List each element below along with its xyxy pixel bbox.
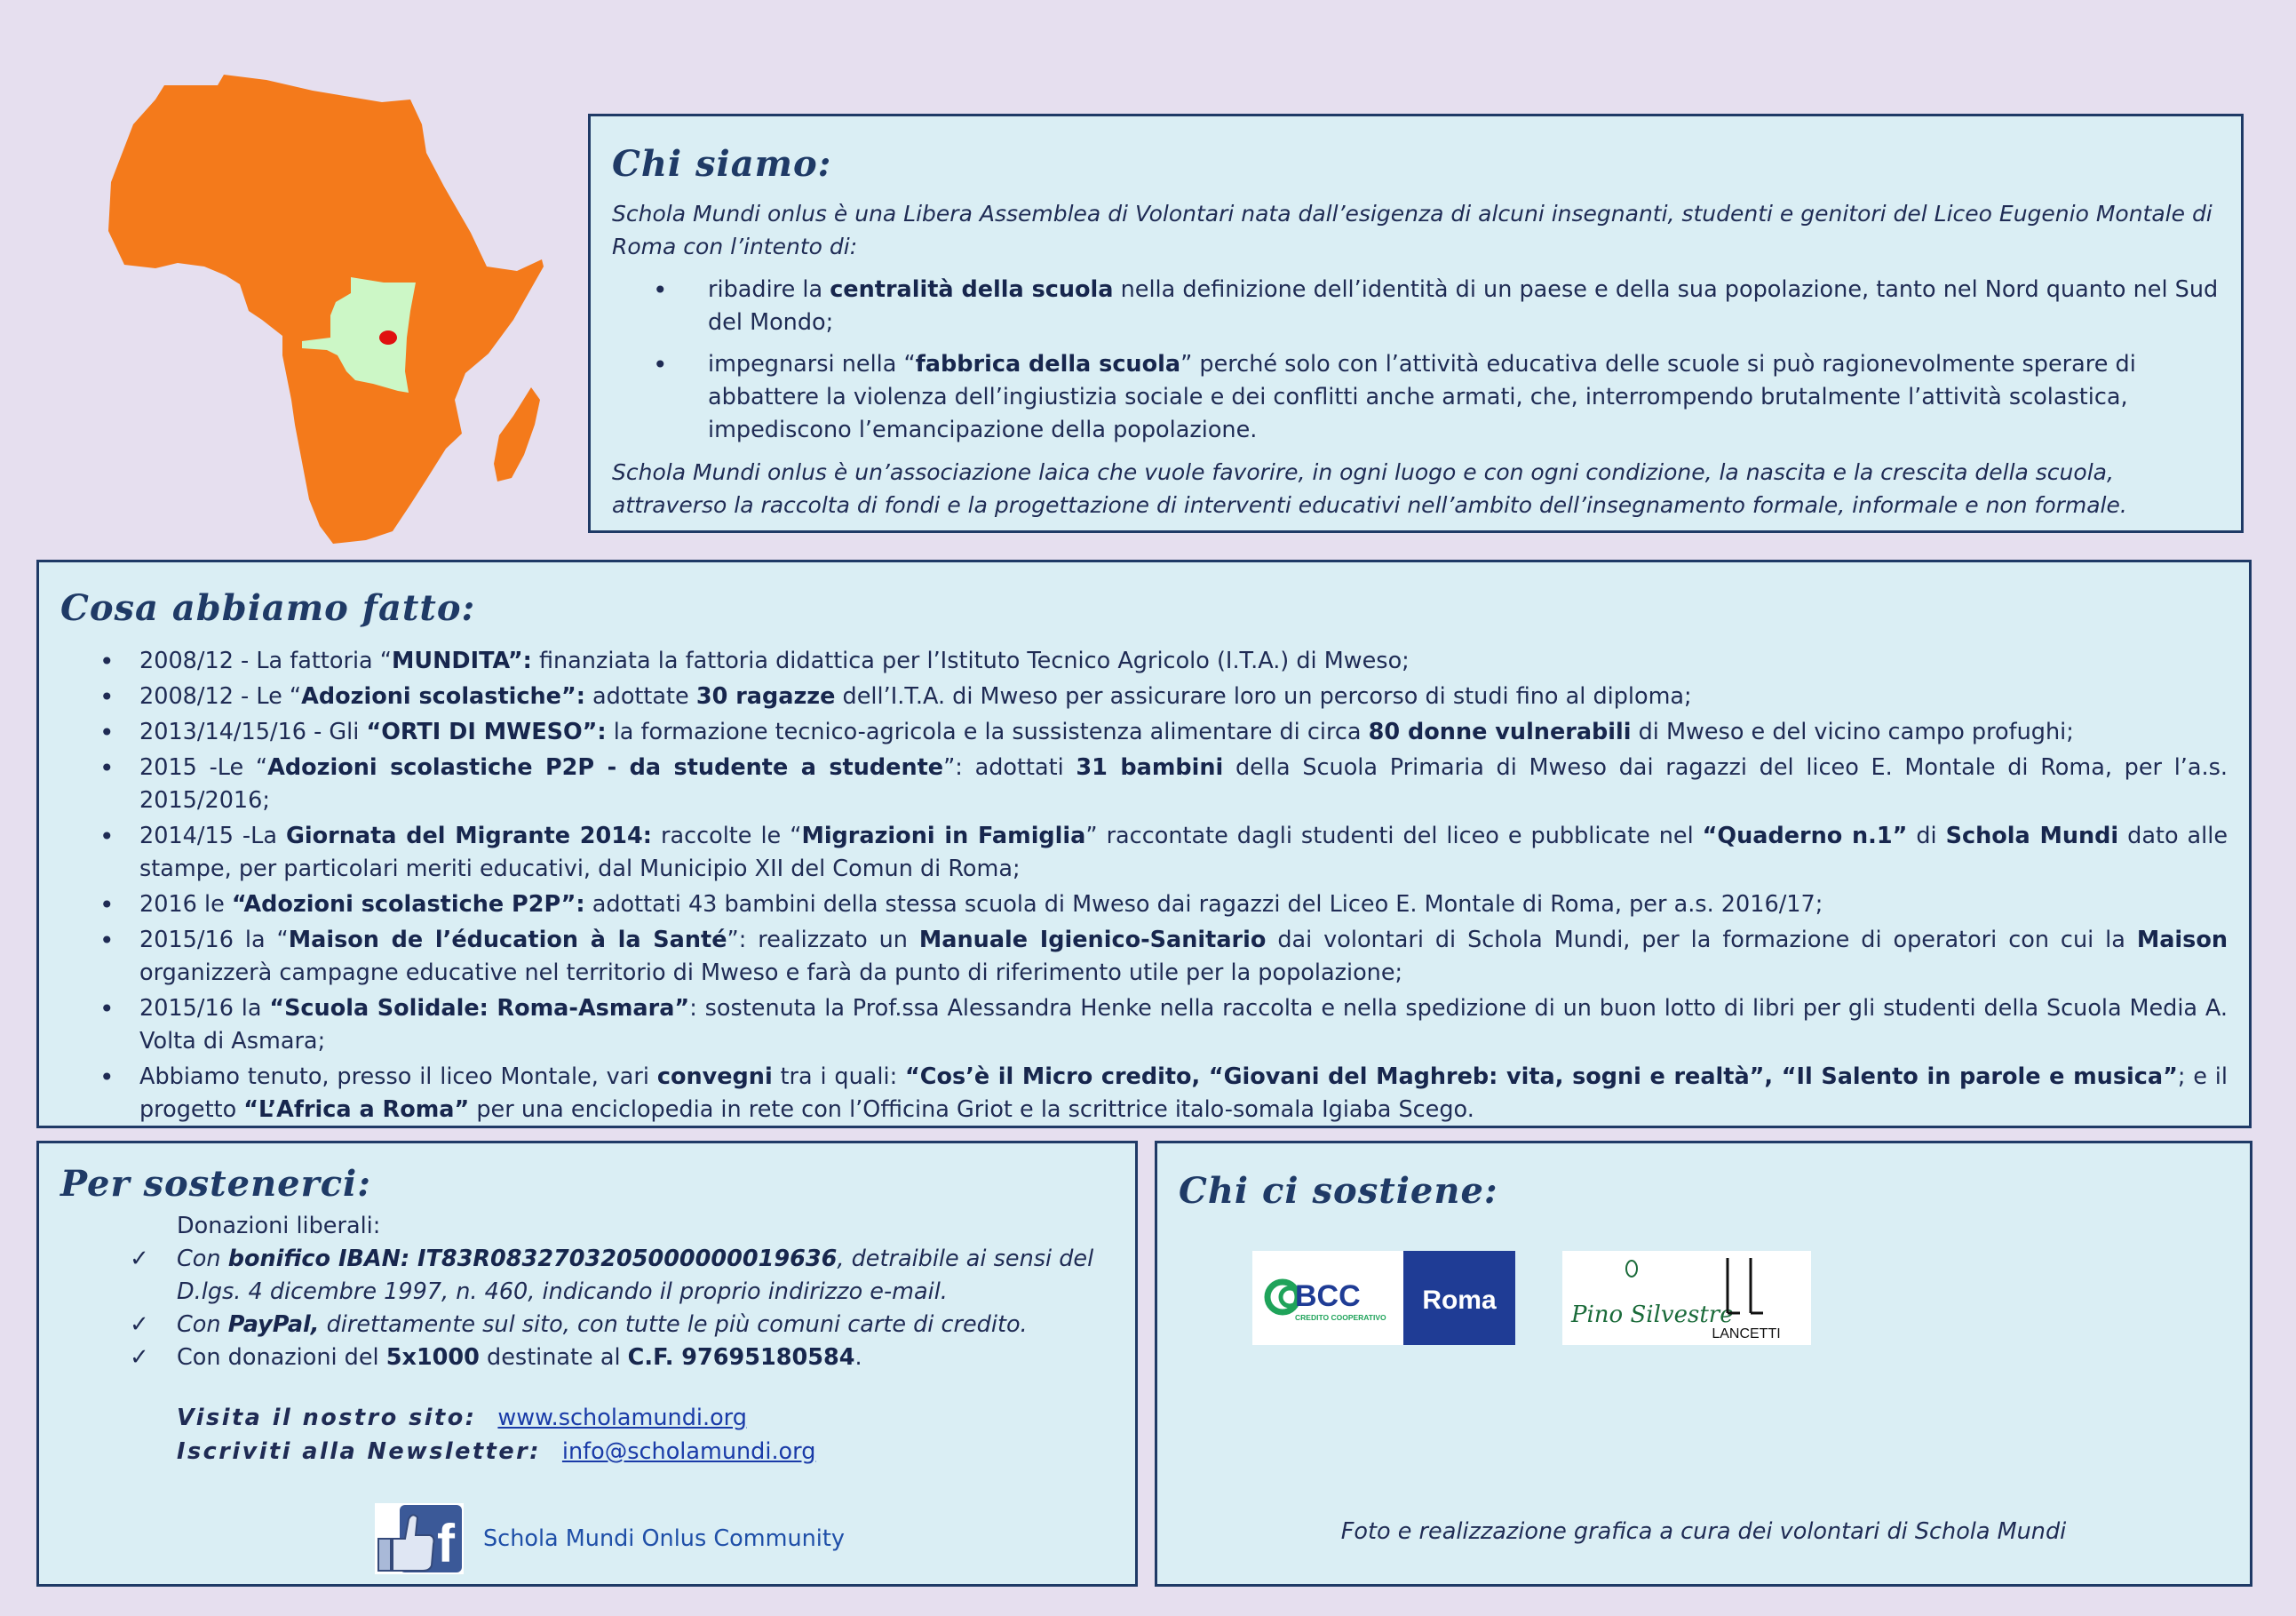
contact-links xyxy=(60,1401,1114,1469)
chi-siamo-box xyxy=(588,114,2244,533)
chi-ci-sostiene-box xyxy=(1155,1141,2252,1587)
list-item: • 2014/15 -La Giornata del Migrante 2014: raccolte le “Migrazioni in Famiglia” raccontate dagli studenti del liceo e pubblicate nel “Quaderno n.1” di Schola Mundi dato alle stampe, per particolari meriti educativi, dal Municipio XII del Comun di Roma; xyxy=(60,820,2228,886)
list-item: ✓ Con donazioni del 5x1000 destinate al C.F. 97695180584. xyxy=(60,1341,1114,1374)
list-item: • impegnarsi nella “fabbrica della scuola” perché solo con l’attività educativa delle scuole si può ragionevolmente sperare di abbattere la violenza dell’ingiustizia sociale e dei conflitti anche armati, che, interrompendo brutalmente l’attività scolastica, impediscono l’emancipazione della popolazione. xyxy=(633,348,2220,447)
bcc-city: Roma xyxy=(1422,1286,1497,1315)
list-item: • Abbiamo tenuto, presso il liceo Montale, vari convegni tra i quali: “Cos’è il Micro credito, “Giovani del Maghreb: vita, sogni e realtà”, “Il Salento in parole e musica”; e il progetto “L’Africa a Roma” per una enciclopedia in rete con l’Officina Griot e la scrittrice italo-somala Igiaba Scego. xyxy=(60,1061,2228,1126)
list-item: • 2008/12 - Le “Adozioni scolastiche”: adottate 30 ragazze dell’I.T.A. di Mweso per assicurare loro un percorso di studi fino al diploma; xyxy=(60,681,2228,713)
mweso-marker xyxy=(379,330,397,345)
svg-text:f: f xyxy=(437,1514,455,1573)
chi-ci-sostiene-heading: Chi ci sostiene: xyxy=(1179,1170,1498,1212)
africa-shape xyxy=(108,75,544,544)
lancetti-text: LANCETTI xyxy=(1712,1326,1781,1341)
visita-label: Visita il nostro sito: xyxy=(177,1405,477,1431)
chi-siamo-heading: Chi siamo: xyxy=(612,143,832,185)
per-sostenerci-box xyxy=(36,1141,1138,1587)
per-sostenerci-heading: Per sostenerci: xyxy=(60,1163,372,1205)
bcc-name: BCC xyxy=(1295,1279,1361,1313)
checkmark-icon: ✓ xyxy=(130,1311,149,1338)
list-item: ✓ Con bonifico IBAN: IT83R0832703205000000019636, detraibile ai sensi del D.lgs. 4 dicembre 1997, n. 460, indicando il proprio indirizzo e-mail. xyxy=(60,1243,1114,1309)
chi-siamo-list xyxy=(612,274,2220,447)
sponsor-logo-graphic xyxy=(1562,1251,1811,1345)
cosa-abbiamo-fatto-box xyxy=(36,560,2252,1128)
credit-text: Foto e realizzazione grafica a cura dei volontari di Schola Mundi xyxy=(1340,1518,2067,1545)
checkmark-icon: ✓ xyxy=(130,1344,149,1371)
facebook-community-label: Schola Mundi Onlus Community xyxy=(483,1525,845,1552)
list-item: • 2015/16 la “Scuola Solidale: Roma-Asmara”: sostenuta la Prof.ssa Alessandra Henke nella raccolta e nella spedizione di un buon lotto di libri per gli studenti della Scuola Media A. Volta di Asmara; xyxy=(60,992,2228,1058)
list-item: • 2013/14/15/16 - Gli “ORTI DI MWESO”: la formazione tecnico-agricola e la sussistenza alimentare di circa 80 donne vulnerabili di Mweso e del vicino campo profughi; xyxy=(60,716,2228,749)
pino-silvestre-text: Pino Silvestre xyxy=(1571,1302,1734,1328)
email-link[interactable]: info@scholamundi.org xyxy=(561,1438,816,1465)
website-link[interactable]: www.scholamundi.org xyxy=(497,1405,747,1431)
list-item: ✓ Con PayPal, direttamente sul sito, con tutte le più comuni carte di credito. xyxy=(60,1309,1114,1341)
chi-siamo-outro: Schola Mundi onlus è un’associazione laica che vuole favorire, in ogni luogo e con ogni condizione, la nascita e la crescita della scuola, attraverso la raccolta di fondi e la progettazione di interventi educativi nell’ambito dell’insegnamento formale, informale e non formale. xyxy=(612,459,2127,518)
chi-siamo-intro: Schola Mundi onlus è una Libera Assemblea di Volontari nata dall’esigenza di alcuni insegnanti, studenti e genitori del Liceo Eugenio Montale di Roma con l’intento di: xyxy=(612,201,2213,259)
newsletter-label: Iscriviti alla Newsletter: xyxy=(177,1438,541,1465)
list-item: • 2016 le “Adozioni scolastiche P2P”: adottati 43 bambini della stessa scuola di Mweso dai ragazzi del Liceo E. Montale di Roma, per a.s. 2016/17; xyxy=(60,888,2228,921)
africa-map xyxy=(0,0,586,569)
donation-methods-list xyxy=(60,1243,1114,1374)
bcc-sub: CREDITO COOPERATIVO xyxy=(1295,1313,1386,1322)
list-item: • 2008/12 - La fattoria “MUNDITA”: finanziata la fattoria didattica per l’Istituto Tecnico Agricolo (I.T.A.) di Mweso; xyxy=(60,645,2228,678)
facebook-community-link[interactable] xyxy=(375,1503,845,1574)
checkmark-icon: ✓ xyxy=(130,1246,149,1272)
list-item: • ribadire la centralità della scuola nella definizione dell’identità di un paese e della sua popolazione, tanto nel Nord quanto nel Sud del Mondo; xyxy=(633,274,2220,339)
activities-list xyxy=(60,645,2228,1126)
bcc-roma-logo-graphic xyxy=(1252,1251,1515,1345)
list-item: • 2015 -Le “Adozioni scolastiche P2P - da studente a studente”: adottati 31 bambini della Scuola Primaria di Mweso dai ragazzi del liceo E. Montale di Roma, per l’a.s. 2015/2016; xyxy=(60,752,2228,817)
facebook-like-icon xyxy=(375,1503,464,1574)
donazioni-label: Donazioni liberali: xyxy=(177,1213,381,1239)
madagascar-shape xyxy=(494,387,540,482)
list-item: • 2015/16 la “Maison de l’éducation à la Santé”: realizzato un Manuale Igienico-Sanitario dai volontari di Schola Mundi, per la formazione di operatori con cui la Maison organizzerà campagne educative nel territorio di Mweso e farà da punto di riferimento utile per la popolazione; xyxy=(60,924,2228,990)
cosa-abbiamo-fatto-heading: Cosa abbiamo fatto: xyxy=(60,587,476,629)
bcc-roma-logo xyxy=(1252,1251,1515,1345)
pino-silvestre-lancetti-logo xyxy=(1562,1251,1811,1345)
